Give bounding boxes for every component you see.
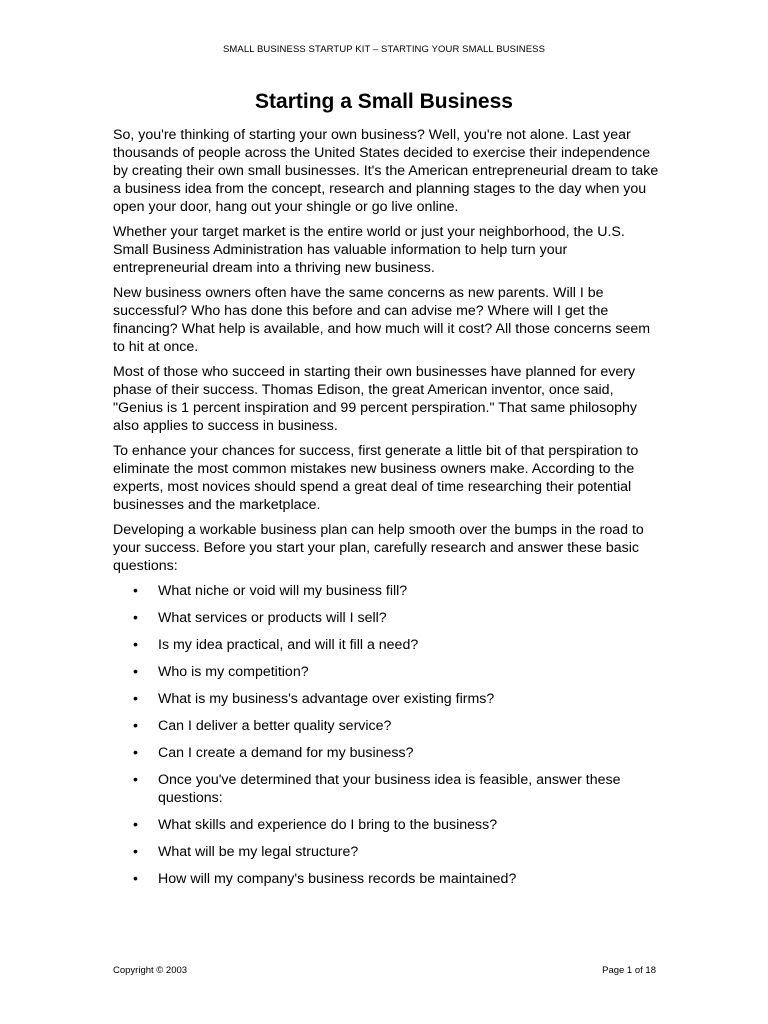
document-body xyxy=(113,126,659,897)
questions-list xyxy=(113,582,659,888)
list-item-text: How will my company's business records be maintained? xyxy=(158,871,517,887)
list-item-text: Can I deliver a better quality service? xyxy=(158,718,392,734)
bullet-icon: • xyxy=(133,637,138,653)
list-item-text: Can I create a demand for my business? xyxy=(158,745,414,761)
bullet-icon: • xyxy=(133,844,138,860)
running-header: SMALL BUSINESS STARTUP KIT – STARTING YOUR SMALL BUSINESS xyxy=(222,44,546,55)
list-item xyxy=(113,690,659,708)
paragraph-concerns: New business owners often have the same concerns as new parents. Will I be successful? Who has done this before and can advise me? Where will I get the financing? What help is available, and how much will it cost? All those concerns seem to hit at once. xyxy=(113,285,651,355)
bullet-icon: • xyxy=(133,745,138,761)
list-item xyxy=(113,744,659,762)
bullet-icon: • xyxy=(133,691,138,707)
bullet-icon: • xyxy=(133,583,138,599)
list-item xyxy=(113,609,659,627)
list-item xyxy=(113,816,659,834)
list-item xyxy=(113,717,659,735)
paragraph-business-plan: Developing a workable business plan can help smooth over the bumps in the road to your success. Before you start your plan, carefully research and answer these basic questions: xyxy=(113,522,644,574)
paragraph-edison: Most of those who succeed in starting their own businesses have planned for every phase of their success. Thomas Edison, the great American inventor, once said, "Genius is 1 percent inspiration and 99 percent perspiration." That same philosophy also applies to success in business. xyxy=(113,364,638,434)
bullet-icon: • xyxy=(133,664,138,680)
paragraph-target-market: Whether your target market is the entire world or just your neighborhood, the U.S. Small Business Administration has valuable information to help turn your entrepreneurial dream into a thriving new business. xyxy=(113,224,625,276)
bullet-icon: • xyxy=(133,718,138,734)
bullet-icon: • xyxy=(133,817,138,833)
list-item xyxy=(113,843,659,861)
footer-page-number: Page 1 of 18 xyxy=(602,965,656,976)
bullet-icon: • xyxy=(133,871,138,887)
list-item-text: What is my business's advantage over existing firms? xyxy=(158,691,495,707)
list-item-text: What niche or void will my business fill? xyxy=(158,583,408,599)
list-item-text: What will be my legal structure? xyxy=(158,844,359,860)
paragraph-intro: So, you're thinking of starting your own business? Well, you're not alone. Last year thousands of people across the United States decided to exercise their independence by creating their own small businesses. It's the American entrepreneurial dream to take a business idea from the concept, research and planning stages to the day when you open your door, hang out your shingle or go live online. xyxy=(113,127,659,215)
list-item xyxy=(113,771,659,807)
list-item xyxy=(113,663,659,681)
list-item-text: Who is my competition? xyxy=(158,664,309,680)
paragraph-perspiration: To enhance your chances for success, first generate a little bit of that perspiration to eliminate the most common mistakes new business owners make. According to the experts, most novices should spend a great deal of time researching their potential businesses and the marketplace. xyxy=(113,443,639,513)
footer-copyright: Copyright © 2003 xyxy=(113,965,188,976)
list-item xyxy=(113,636,659,654)
page-title: Starting a Small Business xyxy=(255,90,513,113)
list-item-text: What services or products will I sell? xyxy=(158,610,387,626)
list-item-text: Is my idea practical, and will it fill a need? xyxy=(158,637,419,653)
list-item-text: What skills and experience do I bring to the business? xyxy=(158,817,498,833)
bullet-icon: • xyxy=(133,772,138,788)
bullet-icon: • xyxy=(133,610,138,626)
list-item xyxy=(113,582,659,600)
list-item xyxy=(113,870,659,888)
list-item-text: Once you've determined that your business idea is feasible, answer these questions: xyxy=(158,772,621,806)
